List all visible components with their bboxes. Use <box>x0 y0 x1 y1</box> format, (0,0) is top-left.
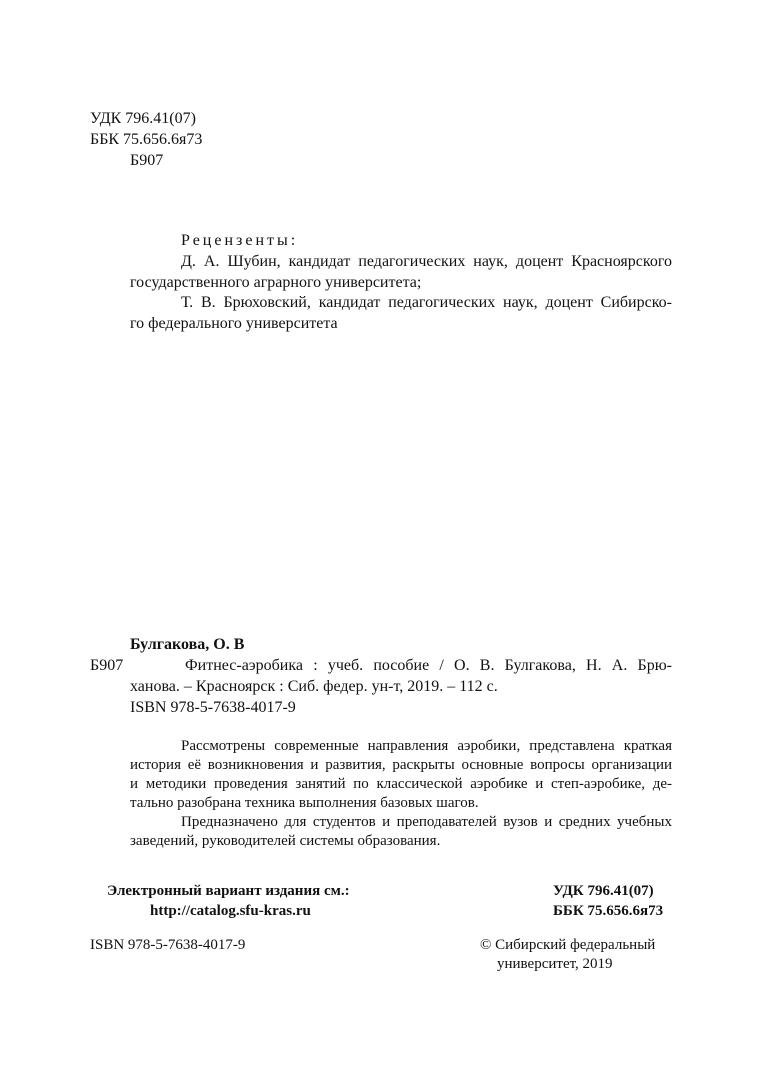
audience-line-1: Предназначено для студентов и преподавателей вузов и средних учебных <box>181 814 672 830</box>
footer-isbn: ISBN 978-5-7638-4017-9 <box>90 937 246 953</box>
catalog-description-line-2: ханова. – Красноярск : Сиб. федер. ун-т, 2019. – 112 с. <box>130 678 498 695</box>
bbk-code: ББК 75.656.6я73 <box>90 131 203 148</box>
catalog-url[interactable]: http://catalog.sfu-kras.ru <box>150 903 311 919</box>
electronic-version-label: Электронный вариант издания см.: <box>107 883 350 899</box>
reviewers-title: Рецензенты: <box>181 232 299 249</box>
udk-code: УДК 796.41(07) <box>90 110 196 127</box>
reviewer-2-line-2: го федерального университета <box>130 315 338 332</box>
audience-line-2: заведений, руководителей системы образования. <box>130 833 441 849</box>
footer-bbk-code: ББК 75.656.6я73 <box>553 903 664 919</box>
abstract-line-4: тально разобрана техника выполнения базовых шагов. <box>130 795 479 811</box>
copyright-line-2: университет, 2019 <box>497 956 613 972</box>
catalog-description-line-1: Фитнес-аэробика : учеб. пособие / О. В. Булгакова, Н. А. Брю- <box>185 657 672 674</box>
reviewer-1-line-2: государственного аграрного университета; <box>130 274 422 291</box>
abstract-line-3: и методики проведения занятий по классической аэробике и степ-аэробике, де- <box>130 776 672 792</box>
catalog-author: Булгакова, О. В <box>130 636 245 653</box>
copyright-line-1: © Сибирский федеральный <box>480 937 656 953</box>
abstract-line-2: история её возникновения и развития, раскрыты основные вопросы организации <box>130 757 672 773</box>
author-code: Б907 <box>130 152 164 169</box>
footer-udk-code: УДК 796.41(07) <box>553 883 654 899</box>
abstract-line-1: Рассмотрены современные направления аэробики, представлена краткая <box>181 738 672 754</box>
reviewer-1-line-1: Д. А. Шубин, кандидат педагогических наук, доцент Красноярского <box>181 253 672 270</box>
catalog-isbn: ISBN 978-5-7638-4017-9 <box>130 699 296 716</box>
reviewer-2-line-1: Т. В. Брюховский, кандидат педагогических наук, доцент Сибирско- <box>181 294 672 311</box>
catalog-code: Б907 <box>90 657 124 674</box>
